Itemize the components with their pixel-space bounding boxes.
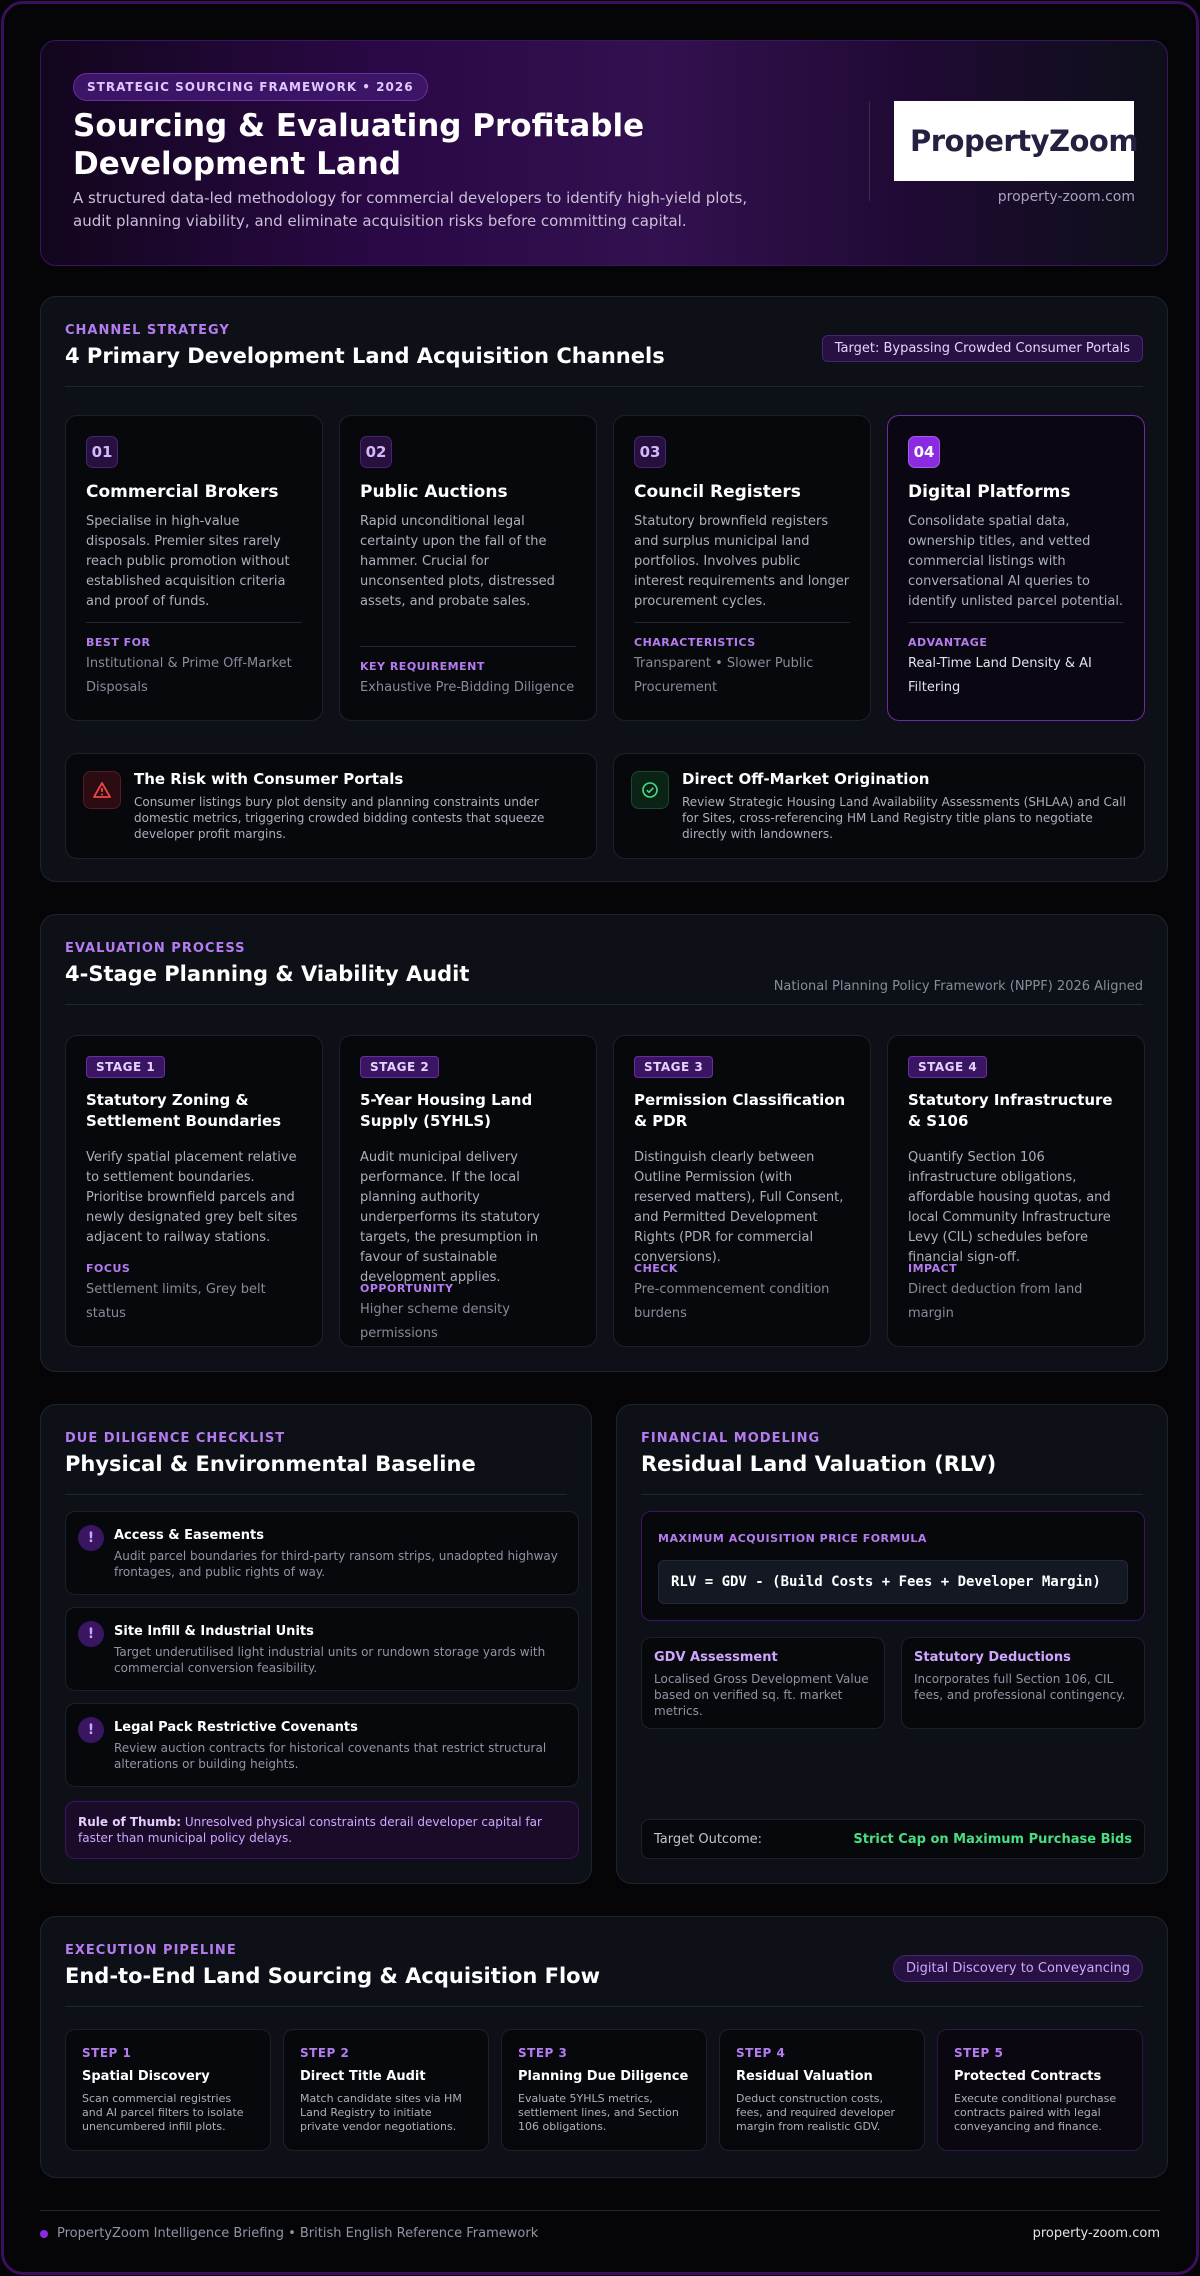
channel-card	[65, 415, 323, 721]
nppf-note: National Planning Policy Framework (NPPF) 2026 Aligned	[773, 979, 1143, 994]
alert-icon: !	[78, 1717, 104, 1743]
channel-number: 04	[908, 436, 940, 468]
check-icon-box	[631, 771, 669, 809]
step-description: Match candidate sites via HM Land Registry to initiate private vendor negotiations.	[300, 2092, 462, 2133]
section-kicker: CHANNEL STRATEGY	[65, 323, 230, 338]
section-title: Physical & Environmental Baseline	[65, 1452, 476, 1476]
card-divider	[86, 622, 302, 623]
formula-box	[641, 1511, 1145, 1621]
channel-value: Transparent • Slower Public Procurement	[634, 656, 814, 695]
deductions-description: Incorporates full Section 106, CIL fees, and professional contingency.	[914, 1672, 1126, 1702]
channel-description: Consolidate spatial data, ownership titles, and vetted commercial listings with conversational AI queries to identify unlisted parcel potential.	[908, 514, 1124, 609]
section-header	[65, 1943, 1143, 2007]
channel-value: Real-Time Land Density & AI Filtering	[908, 656, 1092, 695]
warning-icon	[92, 780, 112, 800]
card-divider	[360, 646, 576, 647]
section-title: 4-Stage Planning & Viability Audit	[65, 962, 470, 986]
target-outcome-bar	[641, 1819, 1145, 1859]
stage-title: Statutory Infrastructure & S106	[908, 1091, 1113, 1130]
channel-card-highlighted	[887, 415, 1145, 721]
risk-callout	[65, 753, 597, 859]
step-title: Residual Valuation	[736, 2069, 873, 2084]
section-title: End-to-End Land Sourcing & Acquisition Flow	[65, 1964, 601, 1988]
step-description: Evaluate 5YHLS metrics, settlement lines, and Section 106 obligations.	[518, 2092, 679, 2133]
stage-value: Settlement limits, Grey belt status	[86, 1282, 266, 1321]
stage-title: Permission Classification & PDR	[634, 1091, 846, 1130]
target-tag: Target: Bypassing Crowded Consumer Portals	[822, 335, 1143, 362]
channel-title: Commercial Brokers	[86, 482, 279, 502]
deductions-box	[901, 1637, 1145, 1729]
channel-number: 03	[634, 436, 666, 468]
risk-description: Consumer listings bury plot density and planning constraints under domestic metrics, triggering crowded bidding contests that squeeze developer profit margins.	[134, 795, 545, 841]
stage-card	[339, 1035, 597, 1347]
channel-value: Institutional & Prime Off-Market Disposals	[86, 656, 292, 695]
step-label: STEP 1	[82, 2046, 132, 2060]
step-label: STEP 5	[954, 2046, 1004, 2060]
checklist-description: Audit parcel boundaries for third-party ransom strips, unadopted highway frontages, and public rights of way.	[114, 1549, 558, 1579]
stage-value: Direct deduction from land margin	[908, 1282, 1083, 1321]
risk-title: The Risk with Consumer Portals	[134, 770, 404, 788]
step-description: Deduct construction costs, fees, and required developer margin from realistic GDV.	[736, 2092, 895, 2133]
brand-logo	[894, 101, 1139, 181]
page-subtitle: A structured data-led methodology for commercial developers to identify high-yield plots, audit planning viability, and eliminate acquisition risks before committing capital.	[73, 189, 748, 230]
outcome-value: Strict Cap on Maximum Purchase Bids	[853, 1831, 1132, 1847]
page-frame	[1, 1, 1199, 2275]
checklist-description: Review auction contracts for historical covenants that restrict structural alterations or building heights.	[114, 1741, 547, 1771]
warning-icon-box	[83, 771, 121, 809]
rlv-formula: RLV = GDV - (Build Costs + Fees + Developer Margin)	[658, 1560, 1128, 1604]
section-header	[641, 1431, 1143, 1495]
step-label: STEP 4	[736, 2046, 786, 2060]
channel-card	[339, 415, 597, 721]
pipeline-step	[283, 2029, 489, 2151]
step-title: Spatial Discovery	[82, 2069, 210, 2084]
card-divider	[908, 622, 1124, 623]
section-kicker: EVALUATION PROCESS	[65, 941, 246, 956]
rule-label: Rule of Thumb:	[78, 1815, 182, 1829]
gdv-description: Localised Gross Development Value based on verified sq. ft. market metrics.	[654, 1672, 869, 1718]
pipeline-tag: Digital Discovery to Conveyancing	[893, 1955, 1143, 1982]
stage-badge: STAGE 2	[360, 1056, 439, 1078]
checklist-item	[65, 1511, 579, 1595]
channel-description: Specialise in high-value disposals. Premier sites rarely reach public promotion without established acquisition criteria and proof of funds.	[86, 514, 290, 609]
stage-description: Distinguish clearly between Outline Permission (with reserved matters), Full Consent, and Permitted Development Rights (PDR for commercial conversions).	[634, 1150, 844, 1265]
evaluation-process-panel	[40, 914, 1168, 1372]
card-divider	[634, 622, 850, 623]
stage-description: Quantify Section 106 infrastructure obligations, affordable housing quotas, and local Community Infrastructure Levy (CIL) schedules before financial sign-off.	[908, 1150, 1111, 1265]
deductions-title: Statutory Deductions	[914, 1650, 1071, 1665]
logo-text: PropertyZoom	[910, 124, 1139, 158]
channel-label: ADVANTAGE	[908, 636, 988, 649]
stage-label: FOCUS	[86, 1262, 131, 1275]
channel-strategy-panel	[40, 296, 1168, 882]
section-header	[65, 323, 1143, 387]
channel-label: KEY REQUIREMENT	[360, 660, 485, 673]
channel-card	[613, 415, 871, 721]
pipeline-step	[719, 2029, 925, 2151]
step-label: STEP 2	[300, 2046, 350, 2060]
checklist-description: Target underutilised light industrial units or rundown storage yards with commercial conversion feasibility.	[114, 1645, 546, 1675]
channel-title: Council Registers	[634, 482, 801, 502]
framework-badge: STRATEGIC SOURCING FRAMEWORK • 2026	[73, 73, 428, 101]
channel-number: 01	[86, 436, 118, 468]
footer-left	[40, 2226, 538, 2241]
footer-dot-icon	[40, 2230, 48, 2238]
section-title: Residual Land Valuation (RLV)	[641, 1452, 997, 1476]
execution-pipeline-panel	[40, 1916, 1168, 2178]
footer-text: PropertyZoom Intelligence Briefing • British English Reference Framework	[57, 2226, 539, 2241]
rule-text: Unresolved physical constraints derail developer capital far faster than municipal policy delays.	[78, 1815, 542, 1845]
check-circle-icon	[640, 780, 660, 800]
checklist-title: Access & Easements	[114, 1528, 264, 1543]
section-kicker: DUE DILIGENCE CHECKLIST	[65, 1431, 286, 1446]
section-title: 4 Primary Development Land Acquisition Channels	[65, 344, 665, 368]
stage-badge: STAGE 1	[86, 1056, 165, 1078]
section-header	[65, 941, 1143, 1005]
checklist-item	[65, 1703, 579, 1787]
section-header	[65, 1431, 567, 1495]
stage-badge: STAGE 3	[634, 1056, 713, 1078]
section-kicker: EXECUTION PIPELINE	[65, 1943, 237, 1958]
pipeline-step-final	[937, 2029, 1143, 2151]
direct-description: Review Strategic Housing Land Availability Assessments (SHLAA) and Call for Sites, cross-referencing HM Land Registry title plans to negotiate directly with landowners.	[682, 795, 1126, 841]
step-description: Scan commercial registries and AI parcel filters to isolate unencumbered infill plots.	[82, 2092, 244, 2133]
rule-of-thumb	[65, 1801, 579, 1859]
step-title: Direct Title Audit	[300, 2069, 426, 2084]
channel-number: 02	[360, 436, 392, 468]
hero-panel	[40, 40, 1168, 266]
page-footer	[40, 2210, 1160, 2256]
stage-card	[887, 1035, 1145, 1347]
stage-badge: STAGE 4	[908, 1056, 987, 1078]
hero-url[interactable]: property-zoom.com	[997, 189, 1135, 205]
channel-value: Exhaustive Pre-Bidding Diligence	[360, 680, 575, 695]
channel-title: Digital Platforms	[908, 482, 1071, 502]
step-title: Protected Contracts	[954, 2069, 1102, 2084]
section-kicker: FINANCIAL MODELING	[641, 1431, 821, 1446]
stage-card	[65, 1035, 323, 1347]
page-title: Sourcing & Evaluating Profitable Development Land	[73, 108, 645, 182]
outcome-label: Target Outcome:	[654, 1831, 763, 1847]
channel-description: Statutory brownfield registers and surplus municipal land portfolios. Involves public interest requirements and longer procurement cycles.	[634, 514, 850, 609]
direct-origination-callout	[613, 753, 1145, 859]
financial-modeling-panel	[616, 1404, 1168, 1884]
checklist-item	[65, 1607, 579, 1691]
gdv-title: GDV Assessment	[654, 1650, 778, 1665]
stage-value: Higher scheme density permissions	[360, 1302, 510, 1341]
gdv-box	[641, 1637, 885, 1729]
step-title: Planning Due Diligence	[518, 2069, 689, 2084]
channel-description: Rapid unconditional legal certainty upon the fall of the hammer. Crucial for unconsented plots, distressed assets, and probate sales.	[360, 514, 555, 609]
channel-label: BEST FOR	[86, 636, 151, 649]
hero-divider	[869, 101, 870, 201]
stage-title: 5-Year Housing Land Supply (5YHLS)	[360, 1091, 533, 1130]
alert-icon: !	[78, 1621, 104, 1647]
channel-title: Public Auctions	[360, 482, 508, 502]
checklist-title: Legal Pack Restrictive Covenants	[114, 1720, 358, 1735]
checklist-title: Site Infill & Industrial Units	[114, 1624, 314, 1639]
pipeline-step	[501, 2029, 707, 2151]
alert-icon: !	[78, 1525, 104, 1551]
stage-description: Audit municipal delivery performance. If the local planning authority underperforms its statutory targets, the presumption in favour of sustainable development applies.	[360, 1150, 540, 1285]
pipeline-step	[65, 2029, 271, 2151]
step-label: STEP 3	[518, 2046, 568, 2060]
channel-label: CHARACTERISTICS	[634, 636, 756, 649]
stage-card	[613, 1035, 871, 1347]
stage-label: CHECK	[634, 1262, 678, 1275]
step-description: Execute conditional purchase contracts paired with legal conveyancing and finance.	[954, 2092, 1117, 2133]
stage-description: Verify spatial placement relative to settlement boundaries. Prioritise brownfield parcels and newly designated grey belt sites adjacent to railway stations.	[86, 1150, 298, 1245]
formula-label: MAXIMUM ACQUISITION PRICE FORMULA	[658, 1532, 927, 1545]
stage-title: Statutory Zoning & Settlement Boundaries	[86, 1091, 282, 1130]
stage-value: Pre-commencement condition burdens	[634, 1282, 830, 1321]
due-diligence-panel	[40, 1404, 592, 1884]
stage-label: OPPORTUNITY	[360, 1282, 454, 1295]
stage-label: IMPACT	[908, 1262, 958, 1275]
direct-title: Direct Off-Market Origination	[682, 770, 930, 788]
footer-url[interactable]: property-zoom.com	[1032, 2226, 1160, 2241]
